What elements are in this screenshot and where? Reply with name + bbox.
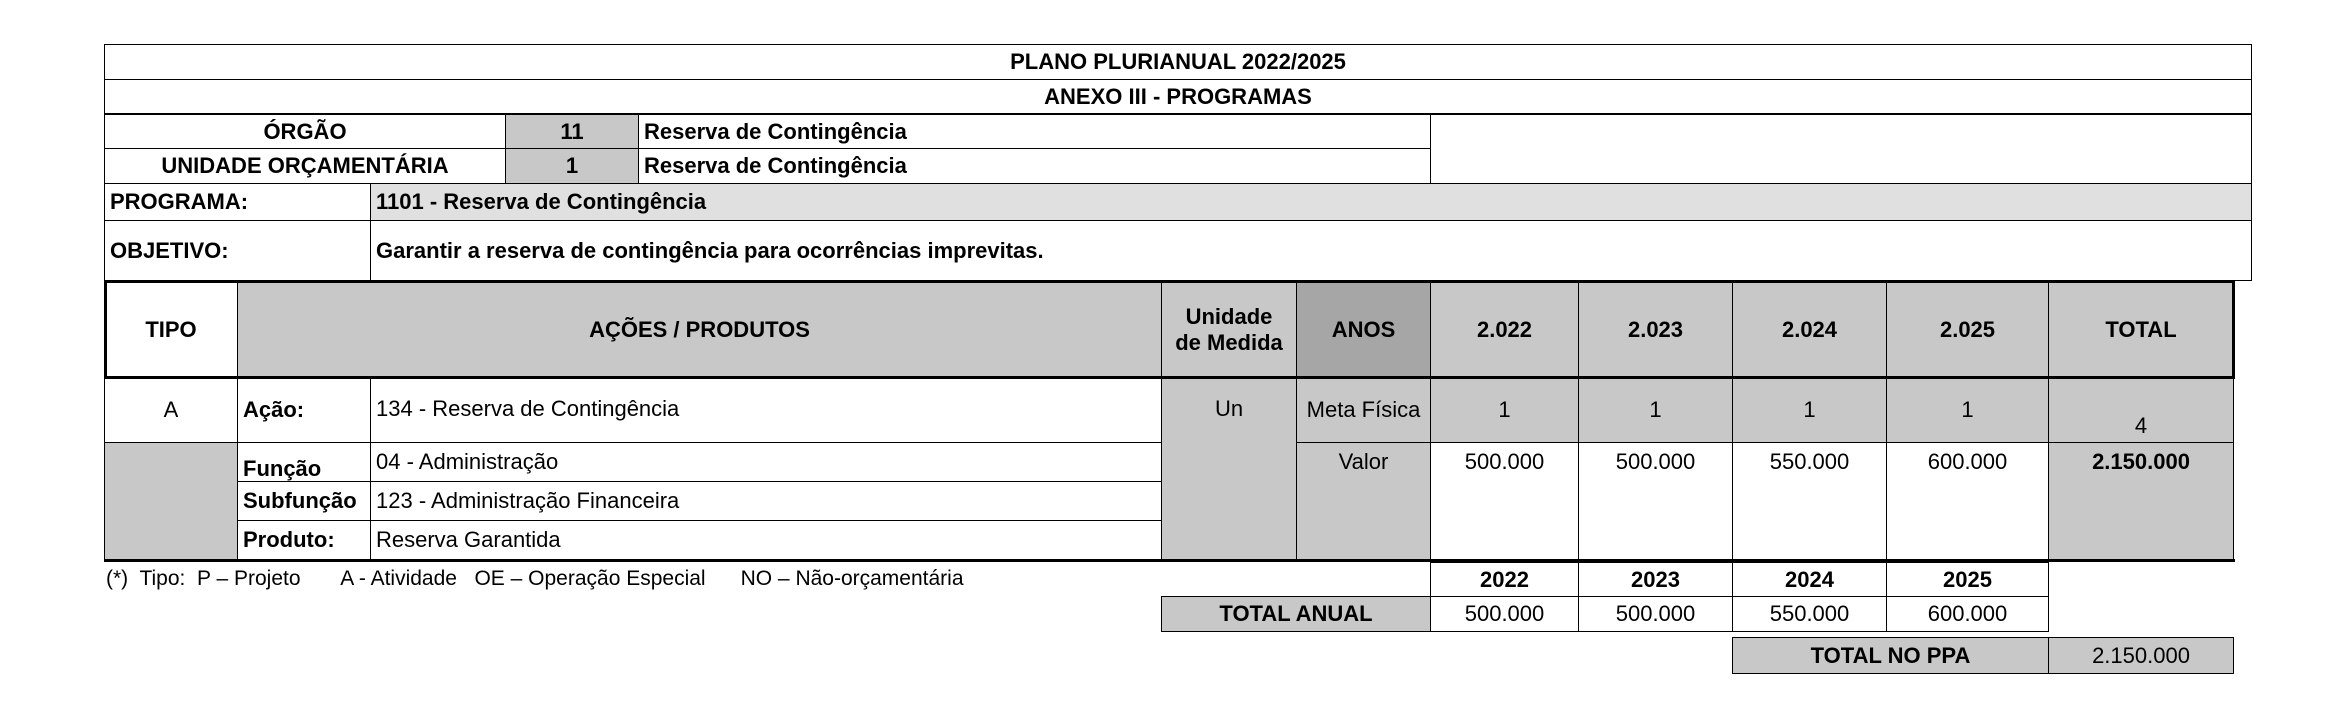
meta-2024: 1 (1732, 377, 1887, 443)
total-ppa-label: TOTAL NO PPA (1732, 637, 2049, 674)
unidade-code: 1 (505, 148, 639, 184)
subfuncao-value: 123 - Administração Financeira (370, 481, 1162, 521)
header-total: TOTAL (2048, 281, 2234, 378)
funcao-label: Função (237, 442, 371, 482)
header-tipo: TIPO (104, 281, 238, 378)
unidade-label: UNIDADE ORÇAMENTÁRIA (104, 148, 506, 184)
produto-value: Reserva Garantida (370, 520, 1162, 560)
funcao-value: 04 - Administração (370, 442, 1162, 482)
total-anual-label: TOTAL ANUAL (1161, 596, 1431, 632)
total-anual-2025: 600.000 (1886, 596, 2049, 632)
thick-border-top (104, 280, 2235, 283)
footer-year-2022: 2022 (1430, 562, 1579, 597)
header-anos: ANOS (1296, 281, 1431, 378)
row-tipo: A (104, 377, 238, 443)
valor-2023: 500.000 (1578, 442, 1733, 560)
produto-label: Produto: (237, 520, 371, 560)
document-subtitle: ANEXO III - PROGRAMAS (104, 79, 2252, 114)
header-unidade-line1: Unidade (1185, 304, 1273, 330)
meta-2022: 1 (1430, 377, 1579, 443)
document-title: PLANO PLURIANUAL 2022/2025 (104, 44, 2252, 80)
orgao-label: ÓRGÃO (104, 114, 506, 149)
unidade-name: Reserva de Contingência (638, 148, 1431, 184)
programa-label: PROGRAMA: (104, 183, 371, 221)
header-acoes: AÇÕES / PRODUTOS (237, 281, 1162, 378)
header-year-2023: 2.023 (1578, 281, 1733, 378)
blank-header-area (1430, 114, 2252, 184)
objetivo-label: OBJETIVO: (104, 220, 371, 281)
subfuncao-label: Subfunção (237, 481, 371, 521)
row-unidade: Un (1161, 377, 1297, 560)
thick-border-header-bottom (104, 376, 2235, 379)
header-year-2024: 2.024 (1732, 281, 1887, 378)
header-unidade-line2: de Medida (1175, 329, 1283, 355)
valor-2024: 550.000 (1732, 442, 1887, 560)
header-year-2025: 2.025 (1886, 281, 2049, 378)
valor-total: 2.150.000 (2048, 442, 2234, 560)
programa-value: 1101 - Reserva de Contingência (370, 183, 2252, 221)
acao-label: Ação: (237, 377, 371, 443)
meta-fisica-label: Meta Física (1296, 377, 1431, 443)
valor-2025: 600.000 (1886, 442, 2049, 560)
total-anual-2024: 550.000 (1732, 596, 1887, 632)
valor-2022: 500.000 (1430, 442, 1579, 560)
total-anual-2022: 500.000 (1430, 596, 1579, 632)
valor-label: Valor (1296, 442, 1431, 560)
orgao-name: Reserva de Contingência (638, 114, 1431, 149)
footer-year-2023: 2023 (1578, 562, 1733, 597)
tipo-legend: (*) Tipo: P – Projeto A - Atividade OE – Operação Especial NO – Não-orçamentária (106, 566, 964, 590)
objetivo-value: Garantir a reserva de contingência para ocorrências imprevitas. (370, 220, 2252, 281)
footer-year-2024: 2024 (1732, 562, 1887, 597)
meta-2023: 1 (1578, 377, 1733, 443)
meta-total: 4 (2048, 377, 2234, 443)
thick-border-right (2232, 280, 2235, 379)
header-unidade-medida (1161, 281, 1297, 378)
header-year-2022: 2.022 (1430, 281, 1579, 378)
total-anual-2023: 500.000 (1578, 596, 1733, 632)
acao-value: 134 - Reserva de Contingência (370, 377, 1162, 443)
total-ppa-value: 2.150.000 (2048, 637, 2234, 674)
meta-2025: 1 (1886, 377, 2049, 443)
thick-border-left (104, 280, 107, 379)
row-tipo-filler (104, 442, 238, 560)
orgao-code: 11 (505, 114, 639, 149)
footer-year-2025: 2025 (1886, 562, 2049, 597)
